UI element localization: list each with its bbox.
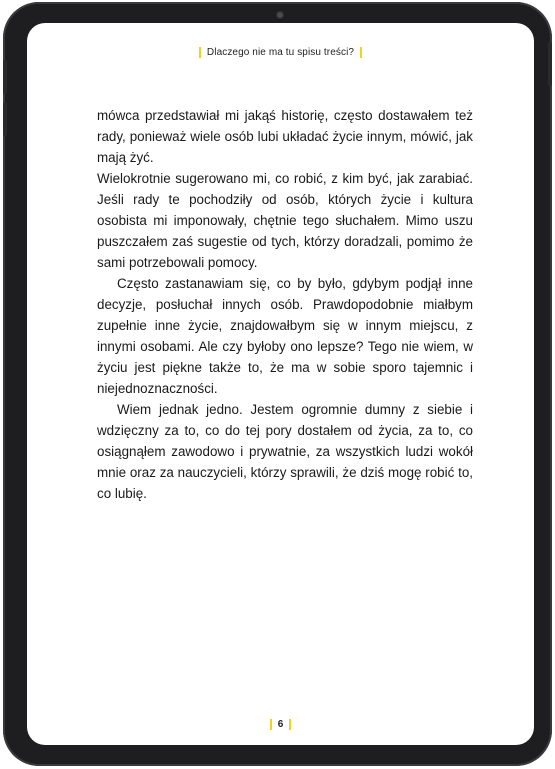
reader-page[interactable]: [27, 23, 534, 745]
page-body: [97, 105, 473, 504]
paragraph: Często zastanawiam się, co by było, gdybym podjął inne decyzje, posłuchał innych osób. Prawdopodobnie miałbym zupełnie inne życie, znajdowałbym się w innym miejscu, z innymi osobami. Ale czy byłoby ono lepsze? Tego nie wiem, w życiu jest piękne także to, że ma w sobie sporo tajemnic i niejednoznaczności.: [97, 276, 473, 396]
power-button: [548, 42, 552, 86]
accent-bar-right: [360, 47, 362, 58]
accent-bar-left: [270, 719, 272, 730]
paragraph: Wielokrotnie sugerowano mi, co robić, z kim być, jak zarabiać. Jeśli rady te pochodziły od osób, których życie i kultura osobista mi imponowały, chętnie tego słuchałem. Mimo uszu puszczałem zaś sugestie od tych, którzy doradzali, pomimo że sami potrzebowali pomocy.: [97, 171, 473, 270]
tablet-frame: [3, 2, 552, 766]
camera-icon: [277, 12, 283, 18]
page-number-value: 6: [277, 719, 284, 730]
accent-bar-right: [289, 719, 291, 730]
paragraph: mówca przedstawiał mi jakąś historię, często dostawałem też rady, ponieważ wiele osób lubi układać życie innym, mówić, jak mają żyć.: [97, 108, 473, 165]
volume-down-button: [3, 102, 7, 136]
paragraph: Wiem jednak jedno. Jestem ogromnie dumny z siebie i wdzięczny za to, co do tej pory dostałem od życia, za to, co osiągnąłem zawodowo i prywatnie, za wszystkich ludzi wokół mnie oraz za nauczycieli, którzy sprawili, że dziś mogę robić to, co lubię.: [97, 402, 473, 501]
page-number: [27, 719, 534, 730]
volume-up-button: [3, 60, 7, 94]
accent-bar-left: [199, 47, 201, 58]
running-title: Dlaczego nie ma tu spisu treści?: [206, 47, 355, 58]
running-head: [27, 47, 534, 58]
